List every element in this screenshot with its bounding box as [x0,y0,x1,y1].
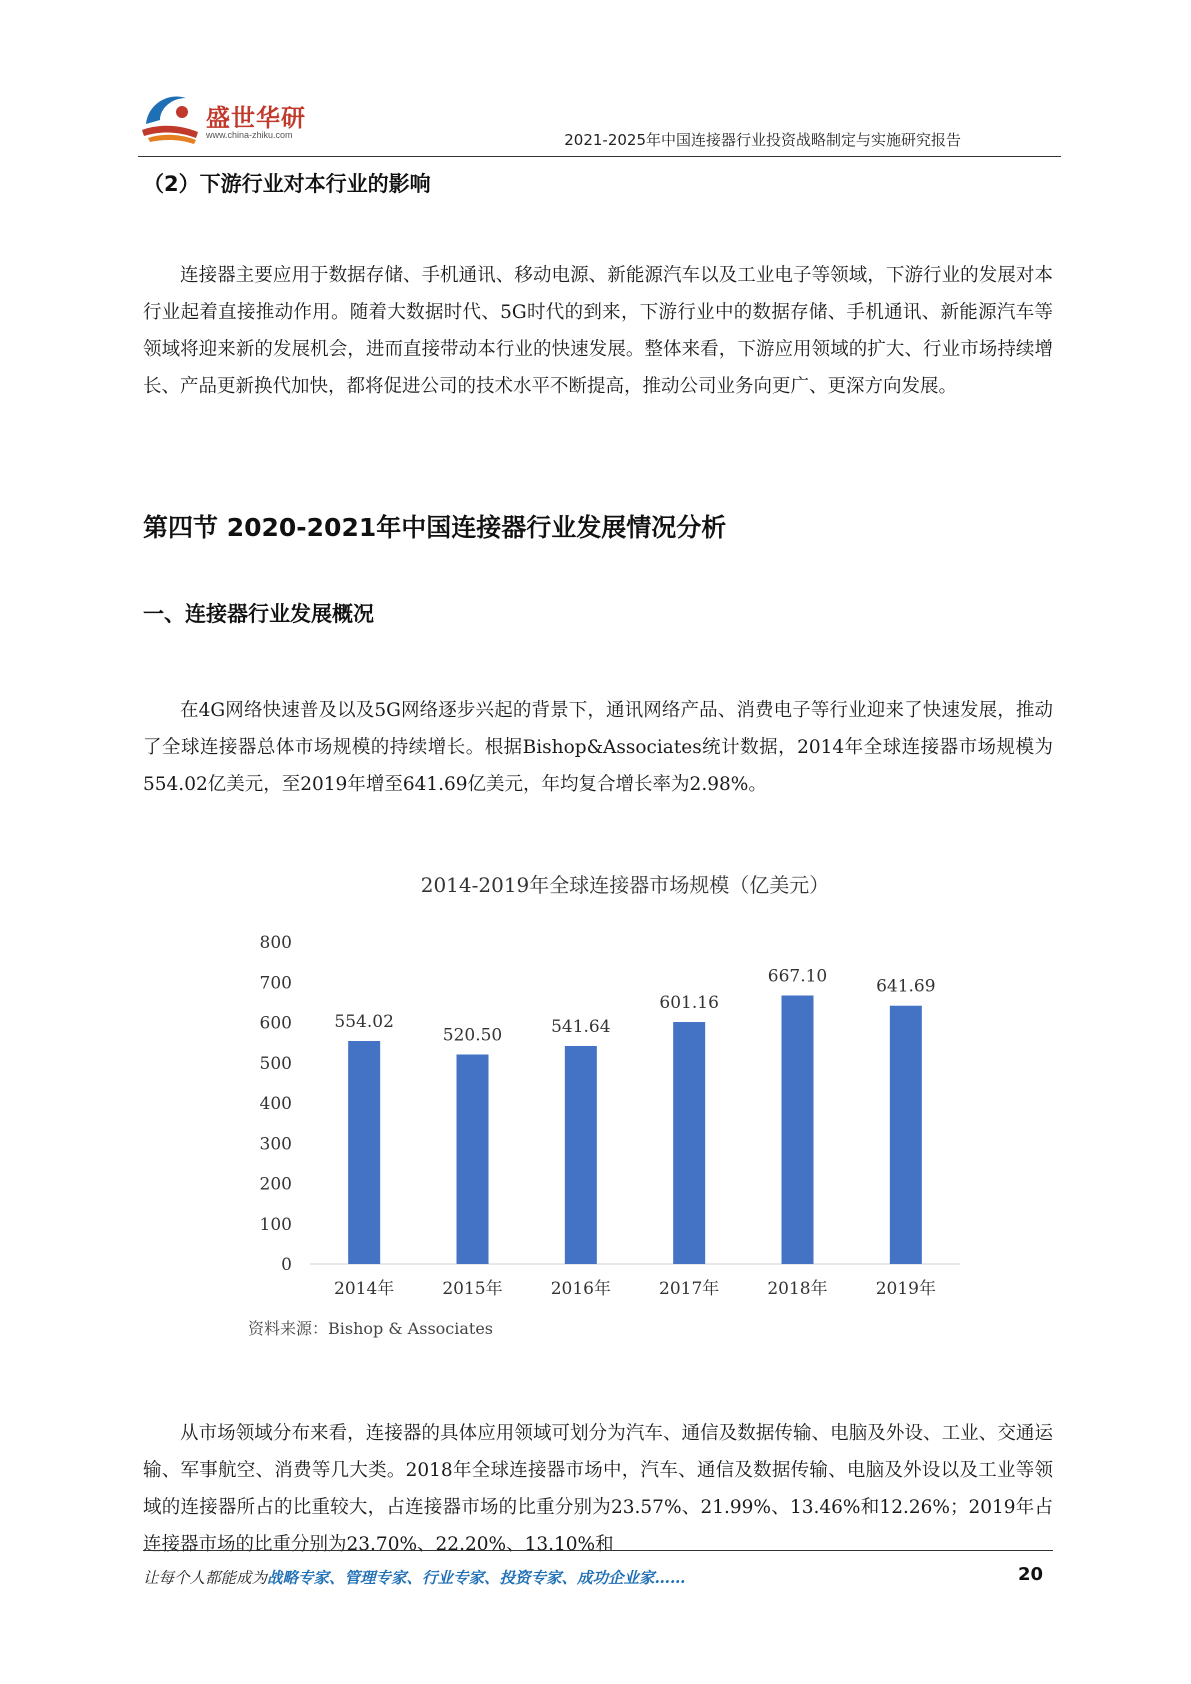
market-size-bar-chart [240,872,980,1352]
page-number: 20 [1017,1564,1043,1585]
sub-heading: （2）下游行业对本行业的影响 [143,172,431,196]
x-tick-label: 2016年 [550,1279,611,1299]
bar [782,995,814,1264]
y-tick-label: 400 [259,1094,292,1114]
item-heading: 一、连接器行业发展概况 [143,602,374,626]
logo-url: www.china-zhiku.com [206,130,293,140]
chart-title: 2014-2019年全球连接器市场规模（亿美元） [420,873,830,897]
bar [348,1041,380,1264]
x-tick-label: 2019年 [875,1279,936,1299]
paragraph-downstream: 连接器主要应用于数据存储、手机通讯、移动电源、新能源汽车以及工业电子等领域，下游行业的发展对本行业起着直接推动作用。随着大数据时代、5G时代的到来，下游行业中的数据存储、手机通讯、新能源汽车等领域将迎来新的发展机会，进而直接带动本行业的快速发展。整体来看，下游应用领域的扩大、行业市场持续增长、产品更新换代加快，都将促进公司的技术水平不断提高，推动公司业务向更广、更深方向发展。 [143,264,1053,397]
footer-divider [143,1550,1053,1551]
logo-swoosh-icon [138,84,208,150]
chart-source: 资料来源：Bishop & Associates [248,1319,494,1338]
y-tick-label: 700 [259,973,292,994]
y-tick-label: 300 [259,1134,292,1155]
bar [673,1022,705,1264]
bar [457,1054,489,1264]
chart-svg [240,872,980,1352]
logo-name: 盛世华研 [206,104,306,132]
footer-highlight: 战略专家、管理专家、行业专家、投资专家、成功企业家…… [267,1568,686,1587]
data-label: 667.10 [767,966,828,987]
data-label: 554.02 [334,1012,394,1033]
header-divider [138,156,1061,157]
x-tick-label: 2018年 [767,1279,828,1299]
y-tick-label: 600 [259,1013,292,1034]
y-tick-label: 500 [259,1053,292,1074]
footer-slogan [143,1566,686,1588]
data-label: 641.69 [876,976,936,997]
y-tick-label: 0 [281,1255,292,1275]
section-heading: 第四节 2020-2021年中国连接器行业发展情况分析 [143,513,727,542]
y-tick-label: 100 [259,1214,292,1235]
paragraph-market-distribution: 从市场领域分布来看，连接器的具体应用领域可划分为汽车、通信及数据传输、电脑及外设、工业、交通运输、军事航空、消费等几大类。2018年全球连接器市场中，汽车、通信及数据传输、电脑及外设以及工业等领域的连接器所占的比重较大，占连接器市场的比重分别为23.57%、21.99%、13.46%和12.26%；2019年占连接器市场的比重分别为23.70%、22.20%、13.10%和 [143,1422,1053,1555]
y-tick-label: 200 [259,1174,292,1195]
data-label: 520.50 [442,1025,503,1046]
bar [890,1006,922,1264]
data-label: 541.64 [551,1016,611,1037]
y-tick-label: 800 [259,933,292,953]
x-tick-label: 2014年 [334,1279,395,1299]
x-tick-label: 2017年 [659,1279,720,1299]
data-label: 601.16 [659,993,719,1014]
footer-prefix: 让每个人都能成为 [143,1569,268,1587]
x-tick-label: 2015年 [442,1279,503,1299]
paragraph-overview: 在4G网络快速普及以及5G网络逐步兴起的背景下，通讯网络产品、消费电子等行业迎来了快速发展，推动了全球连接器总体市场规模的持续增长。根据Bishop&Associates统计数据，2014年全球连接器市场规模为554.02亿美元，至2019年增至641.69亿美元，年均复合增长率为2.98%。 [143,699,1053,795]
bar [565,1046,597,1264]
report-title: 2021-2025年中国连接器行业投资战略制定与实施研究报告 [564,131,961,149]
